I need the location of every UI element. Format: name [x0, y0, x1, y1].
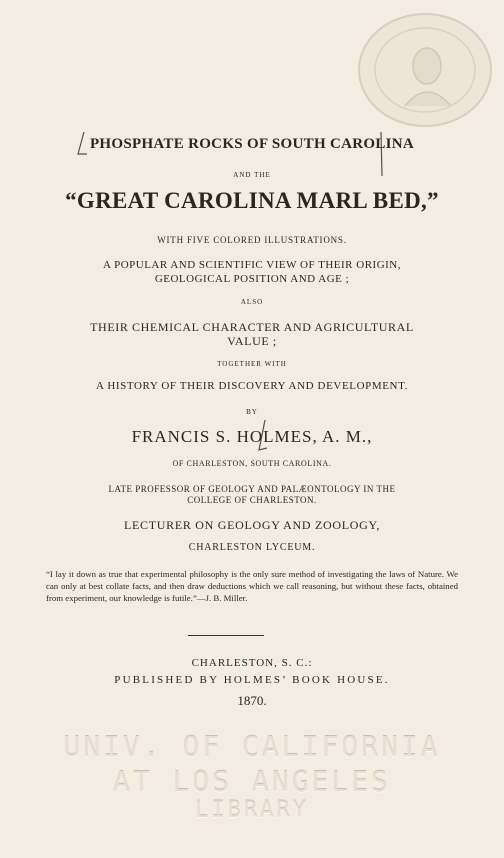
library-stamp-line-3: LIBRARY	[195, 798, 309, 823]
by-text: BY	[246, 408, 258, 416]
illustrations-note: WITH FIVE COLORED ILLUSTRATIONS.	[157, 235, 347, 245]
author-location: OF CHARLESTON, SOUTH CAROLINA.	[172, 459, 332, 468]
epigraph-quote: “I lay it down as true that experimental philosophy is the only sure method of investigating the laws of Nature. We can only at best collate facts, and then draw deductions which we call reasoning, but without these facts, obtained from experiment, our knowledge is futile.”—J. B. Miller.	[46, 569, 458, 603]
also-text: ALSO	[240, 298, 264, 306]
lecturer-text: LECTURER ON GEOLOGY AND ZOOLOGY,	[123, 518, 381, 532]
late-professor-text	[0, 484, 504, 506]
popular-view-text	[0, 258, 504, 286]
library-stamp-line-2: AT LOS ANGELES	[112, 765, 391, 798]
history-text: A HISTORY OF THEIR DISCOVERY AND DEVELOPMENT.	[96, 380, 408, 392]
popular-view-line-1: A POPULAR AND SCIENTIFIC VIEW OF THEIR ORIGIN,	[102, 259, 402, 271]
lyceum-text: CHARLESTON LYCEUM.	[188, 542, 316, 553]
author-name: FRANCIS S. HOLMES, A. M.,	[131, 427, 373, 446]
late-professor-line-1: LATE PROFESSOR OF GEOLOGY AND PALÆONTOLOGY IN THE	[108, 484, 396, 494]
publisher: PUBLISHED BY HOLMES’ BOOK HOUSE.	[114, 674, 390, 686]
title-line-2: “GREAT CAROLINA MARL BED,”	[65, 188, 439, 213]
publication-place: CHARLESTON, S. C.:	[191, 657, 313, 669]
together-with-text: TOGETHER WITH	[217, 360, 287, 368]
chemical-line-2: VALUE ;	[227, 334, 277, 348]
publication-year: 1870.	[237, 693, 267, 708]
and-the-text: AND THE	[233, 171, 271, 179]
chemical-text	[0, 320, 504, 348]
chemical-line-1: THEIR CHEMICAL CHARACTER AND AGRICULTURAL	[90, 320, 414, 334]
late-professor-line-2: COLLEGE OF CHARLESTON.	[187, 495, 317, 505]
library-stamp-line-1: UNIV. OF CALIFORNIA	[63, 730, 441, 763]
divider-rule	[188, 635, 264, 636]
title-line-1: PHOSPHATE ROCKS OF SOUTH CAROLINA	[89, 136, 415, 152]
bookseller-seal	[355, 8, 495, 133]
popular-view-line-2: GEOLOGICAL POSITION AND AGE ;	[154, 273, 350, 285]
